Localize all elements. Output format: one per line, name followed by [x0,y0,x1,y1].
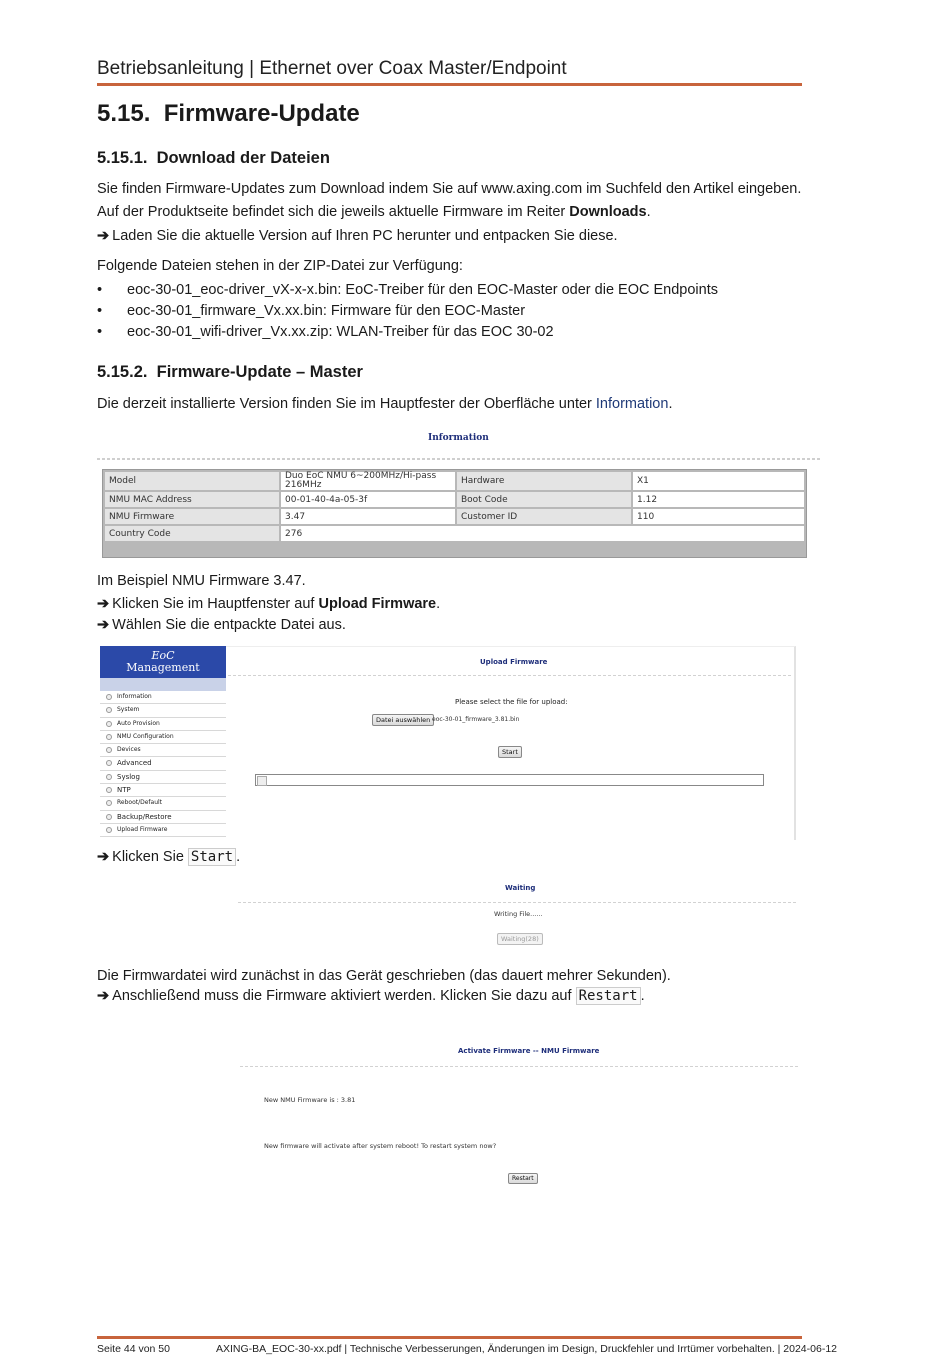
info-table [102,469,807,558]
table-cell: 3.47 [281,509,455,524]
subsection-heading-master [97,363,363,382]
new-firmware-version: New NMU Firmware is : 3.81 [264,1096,356,1104]
table-cell: 276 [281,526,804,541]
restart-button[interactable]: Restart [508,1173,538,1184]
sidebar-item-label: Backup/Restore [117,812,172,821]
sidebar-item-nmu-configuration[interactable] [100,731,226,744]
sidebar-item-reboot-default[interactable] [100,797,226,810]
divider [240,1066,800,1067]
sidebar-item-label: Syslog [117,772,140,781]
section-number: 5.15. [97,100,151,127]
info-screen-title: Information [428,433,489,443]
sidebar-item-label: Auto Provision [117,719,160,727]
table-cell: Duo EoC NMU 6~200MHz/Hi-pass 216MHz [281,472,455,490]
table-row [105,472,804,490]
instruction-download [97,228,618,244]
sidebar-item-auto-provision[interactable] [100,718,226,731]
arrow-icon: ➔ [97,617,110,633]
nav-header-band [100,678,226,691]
table-cell: X1 [633,472,804,490]
downloads-tab-label: Downloads [569,204,647,220]
text: . [236,849,241,865]
sidebar-item-label: Advanced [117,759,152,768]
sidebar-item-label: Reboot/Default [117,799,163,807]
menu-bullet-icon [106,747,112,753]
text: . [436,596,441,612]
eoc-management-logo [100,646,226,678]
table-row [105,492,804,507]
subsection-title: Firmware-Update – Master [156,363,363,381]
example-text: Im Beispiel NMU Firmware 3.47. [97,573,306,589]
menu-bullet-icon [106,721,112,727]
section-heading [97,100,360,128]
table-cell: Country Code [105,526,279,541]
expand-icon [106,814,112,820]
expand-icon [106,774,112,780]
restart-question: New firmware will activate after system reboot! To restart system now? [264,1142,497,1150]
divider [238,902,798,903]
sidebar-item-backup-restore[interactable] [100,811,226,824]
instruction-text: Laden Sie die aktuelle Version auf Ihren PC herunter und entpacken Sie diese. [112,228,618,244]
text: Klicken Sie im Hauptfenster auf [112,596,319,612]
list-item-text: eoc-30-01_firmware_Vx.xx.bin: Firmware für den EOC-Master [127,303,526,319]
sidebar-item-ntp[interactable] [100,784,226,797]
upload-prompt: Please select the file for upload: [455,698,568,706]
logo-line: EoC [151,649,175,662]
table-cell: 00-01-40-4a-05-3f [281,492,455,507]
instruction-restart [97,988,645,1004]
arrow-icon: ➔ [97,596,110,612]
section-title: Firmware-Update [163,100,360,127]
menu-bullet-icon [106,827,112,833]
text: . [668,396,673,412]
expand-icon [106,760,112,766]
table-cell: Customer ID [457,509,631,524]
paragraph-download-1: Sie finden Firmware-Updates zum Download indem Sie auf www.axing.com im Suchfeld den Artikel eingeben. [97,181,802,197]
upload-screen-title: Upload Firmware [480,658,548,666]
sidebar-item-syslog[interactable] [100,771,226,784]
bullet-icon: • [97,324,103,340]
sidebar-item-label: NMU Configuration [117,732,174,740]
text: Anschließend muss die Firmware aktiviert werden. Klicken Sie dazu auf [112,988,576,1004]
header-rule [97,83,802,86]
sidebar-item-label: NTP [117,786,131,795]
sidebar-item-system[interactable] [100,704,226,717]
divider [228,675,793,676]
text: Wählen Sie die entpackte Datei aus. [112,617,346,633]
choose-file-button[interactable]: Datei auswählen [372,714,434,726]
menu-bullet-icon [106,694,112,700]
write-note: Die Firmwardatei wird zunächst in das Gerät geschrieben (das dauert mehrer Sekunden). [97,968,671,984]
files-intro: Folgende Dateien stehen in der ZIP-Datei zur Verfügung: [97,258,463,274]
document-header: Betriebsanleitung | Ethernet over Coax Master/Endpoint [97,58,567,79]
waiting-message: Writing File...... [494,910,543,918]
divider [97,458,820,460]
upload-progress-bar [255,774,764,786]
subsection-title: Download der Dateien [156,149,330,167]
paragraph-download-2 [97,204,651,220]
list-item [97,324,797,342]
sidebar-item-label: Upload Firmware [117,825,168,833]
paragraph-master-intro [97,396,672,412]
text: Klicken Sie [112,849,188,865]
sidebar-item-label: Information [117,693,152,700]
logo-line: Management [126,661,200,674]
table-cell: NMU MAC Address [105,492,279,507]
table-cell: NMU Firmware [105,509,279,524]
sidebar-item-devices[interactable] [100,744,226,757]
sidebar-item-label: System [117,706,140,714]
sidebar-item-upload-firmware[interactable] [100,824,226,837]
arrow-icon: ➔ [97,228,110,244]
subsection-number: 5.15.2. [97,363,148,381]
menu-bullet-icon [106,707,112,713]
waiting-screen-title: Waiting [505,884,536,892]
start-button[interactable]: Start [498,746,522,758]
footer-note: AXING-BA_EOC-30-xx.pdf | Technische Verbesserungen, Änderungen im Design, Druckfehler und Irrtümer vorbehalten. | 2024-06-12 [216,1343,838,1355]
start-code-label: Start [188,848,236,866]
text: Die derzeit installierte Version finden Sie im Hauptfester der Oberfläche unter [97,396,596,412]
selected-file-name: eoc-30-01_firmware_3.81.bin [432,716,520,723]
subsection-heading-download [97,149,330,168]
footer-rule [97,1336,802,1339]
instruction-select [97,617,346,633]
table-cell: Model [105,472,279,490]
menu-bullet-icon [106,734,112,740]
upload-firmware-label: Upload Firmware [318,596,437,612]
list-item-text: eoc-30-01_eoc-driver_vX-x-x.bin: EoC-Treiber für den EOC-Master oder die EOC Endpoints [127,282,718,298]
table-cell: Hardware [457,472,631,490]
menu-bullet-icon [106,800,112,806]
list-item-text: eoc-30-01_wifi-driver_Vx.xx.zip: WLAN-Treiber für das EOC 30-02 [127,324,554,340]
restart-code-label: Restart [576,987,641,1005]
table-cell: 110 [633,509,804,524]
subsection-number: 5.15.1. [97,149,148,167]
table-row [105,509,804,524]
list-item [97,282,797,300]
sidebar-item-information[interactable] [100,691,226,704]
sidebar-item-label: Devices [117,746,141,754]
instruction-start [97,849,240,865]
page-number: Seite 44 von 50 [97,1343,170,1355]
sidebar-nav [100,691,226,837]
text: . [646,204,651,220]
table-cell: 1.12 [633,492,804,507]
table-row [105,526,804,541]
sidebar-item-advanced[interactable] [100,757,226,770]
expand-icon [106,787,112,793]
list-item [97,303,797,321]
instruction-upload [97,596,440,612]
progress-fill [257,776,267,786]
activate-screen-title: Activate Firmware -- NMU Firmware [458,1047,600,1055]
text: . [640,988,645,1004]
bullet-icon: • [97,303,103,319]
table-cell: Boot Code [457,492,631,507]
text: Auf der Produktseite befindet sich die jeweils aktuelle Firmware im Reiter [97,204,570,220]
information-link[interactable]: Information [595,396,669,412]
waiting-button: Waiting(28) [497,933,543,945]
arrow-icon: ➔ [97,988,110,1004]
arrow-icon: ➔ [97,849,110,865]
bullet-icon: • [97,282,103,298]
